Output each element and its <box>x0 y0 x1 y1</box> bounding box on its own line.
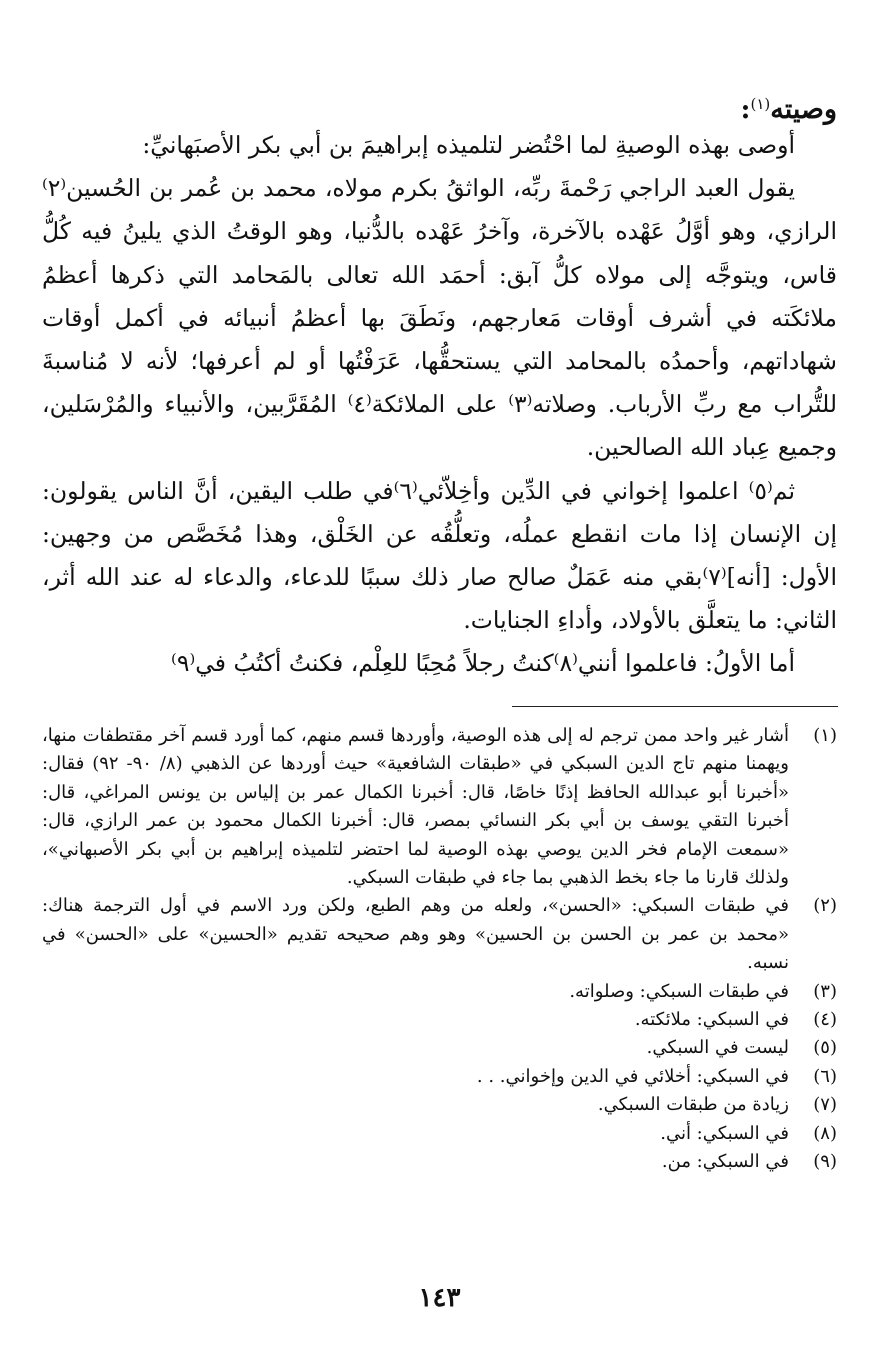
footnote-1 <box>42 722 837 892</box>
footnote-text: في طبقات السبكي: «الحسن»، ولعله من وهم الطبع، ولكن ورد الاسم في أول الترجمة هناك: «محمد بن عمر بن الحسن بن الحسين» وهو وهم صحيحه تقديم «الحسين» على «الحسن» في نسبه. <box>42 895 789 974</box>
footnote-text: ليست في السبكي. <box>646 1037 789 1059</box>
footnote-number: (٨) <box>813 1122 837 1144</box>
footnote-number: (٣) <box>813 980 837 1002</box>
paragraph-1: أوصى بهذه الوصيةِ لما احْتُضر لتلميذه إبراهيمَ بن أبي بكر الأصبَهانيِّ: <box>142 131 795 159</box>
footnote-3 <box>42 978 837 1006</box>
footnote-9 <box>42 1148 837 1176</box>
footnote-6 <box>42 1063 837 1091</box>
footnote-8 <box>42 1120 837 1148</box>
footnote-text: في السبكي: ملائكته. <box>634 1009 789 1031</box>
footnotes-section <box>42 722 837 1177</box>
footnote-number: (٥) <box>813 1037 837 1059</box>
footnote-text: في السبكي: من. <box>661 1151 789 1173</box>
footnote-2 <box>42 892 837 977</box>
footnote-text: زيادة من طبقات السبكي. <box>597 1094 789 1116</box>
footnote-text: أشار غير واحد ممن ترجم له إلى هذه الوصية، وأوردها قسم منهم، كما أورد قسم آخر مقتطفات منها، ويهمنا منهم تاج الدين السبكي في «طبقات الشافعية» حيث أوردها عن الذهبي (٨/ ٩٠- ٩٢) فقال: «أخبرنا أبو عبدالله الحافظ إذنًا خاصًا، قال: أخبرنا الكمال عمر بن إلياس بن يونس المراغي، قال: أخبرنا التقي يوسف بن أبي بكر النسائي بمصر، قال: أخبرنا الكمال محمود بن عمر الرازي، قال: «سمعت الإمام فخر الدين يوصي بهذه الوصية لما احتضر لتلميذه إبراهيم بن أبي بكر الأصبهاني»، ولذلك قارنا ما جاء بخط الذهبي بما جاء في طبقات السبكي. <box>42 725 789 889</box>
footnote-5 <box>42 1034 837 1062</box>
footnote-number: (١) <box>813 725 837 746</box>
footnote-number: (٩) <box>813 1151 837 1173</box>
page-number: ١٤٣ <box>418 1283 461 1313</box>
heading-title: وصيته <box>770 94 837 125</box>
footnote-text: في السبكي: أني. <box>660 1122 789 1144</box>
footnote-number: (٤) <box>813 1009 837 1031</box>
footnote-text: في طبقات السبكي: وصلواته. <box>569 980 789 1002</box>
heading-colon: : <box>740 94 751 125</box>
footnote-number: (٢) <box>813 895 837 917</box>
paragraph-3: ثم⁽٥⁾ اعلموا إخواني في الدِّين وأخِلاّئي⁽٦⁾في طلب اليقين، أنَّ الناس يقولون: إن الإنسان إذا مات انقطع عملُه، وتعلُّقُه عن الخَلْق، وهذا مُخَصَّص من وجهين: الأول: [أنه]⁽٧⁾بقي منه عَمَلٌ صالح صار ذلك سببًا للدعاء، والدعاء له عند الله أثر، الثاني: ما يتعلَّق بالأولاد، وأداءِ الجنايات. <box>42 476 837 635</box>
footnote-divider <box>512 706 838 707</box>
heading-footnote-ref: (١) <box>750 95 771 113</box>
footnote-text: في السبكي: أخلائي في الدين وإخواني. . . <box>476 1065 789 1087</box>
main-body-text <box>42 124 837 686</box>
paragraph-2: يقول العبد الراجي رَحْمةَ ربِّه، الواثقُ بكرم مولاه، محمد بن عُمر بن الحُسين⁽٢⁾ الرازي، وهو أوَّلُ عَهْده بالآخرة، وآخرُ عَهْده بالدُّنيا، وهو الوقتُ الذي يلينُ فيه كُلُّ قاس، ويتوجَّه إلى مولاه كلُّ آبق: أحمَد الله تعالى بالمَحامد التي ذكرها أعظمُ ملائكَته في أشرف أوقات مَعارجهم، ونَطَقَ بها أعظمُ أنبيائه في أكمل أوقات شهاداتهم، وأحمدُه بالمحامد التي يستحقُّها، عَرَفْتُها أو لم أعرفها؛ لأنه لا مُناسبةَ للتُّراب مع ربِّ الأرباب. وصلاته⁽٣⁾ على الملائكة⁽٤⁾ المُقَرَّبين، والأنبياء والمُرْسَلين، وجميع عِباد الله الصالحين. <box>42 174 838 462</box>
paragraph-4: أما الأولُ: فاعلموا أنني⁽٨⁾كنتُ رجلاً مُحِبًا للعِلْم، فكنتُ أكتُبُ في⁽٩⁾ <box>171 649 795 678</box>
footnote-number: (٦) <box>813 1065 837 1087</box>
footnote-4 <box>42 1006 837 1034</box>
footnote-number: (٧) <box>813 1094 837 1116</box>
footnote-7 <box>42 1091 837 1119</box>
